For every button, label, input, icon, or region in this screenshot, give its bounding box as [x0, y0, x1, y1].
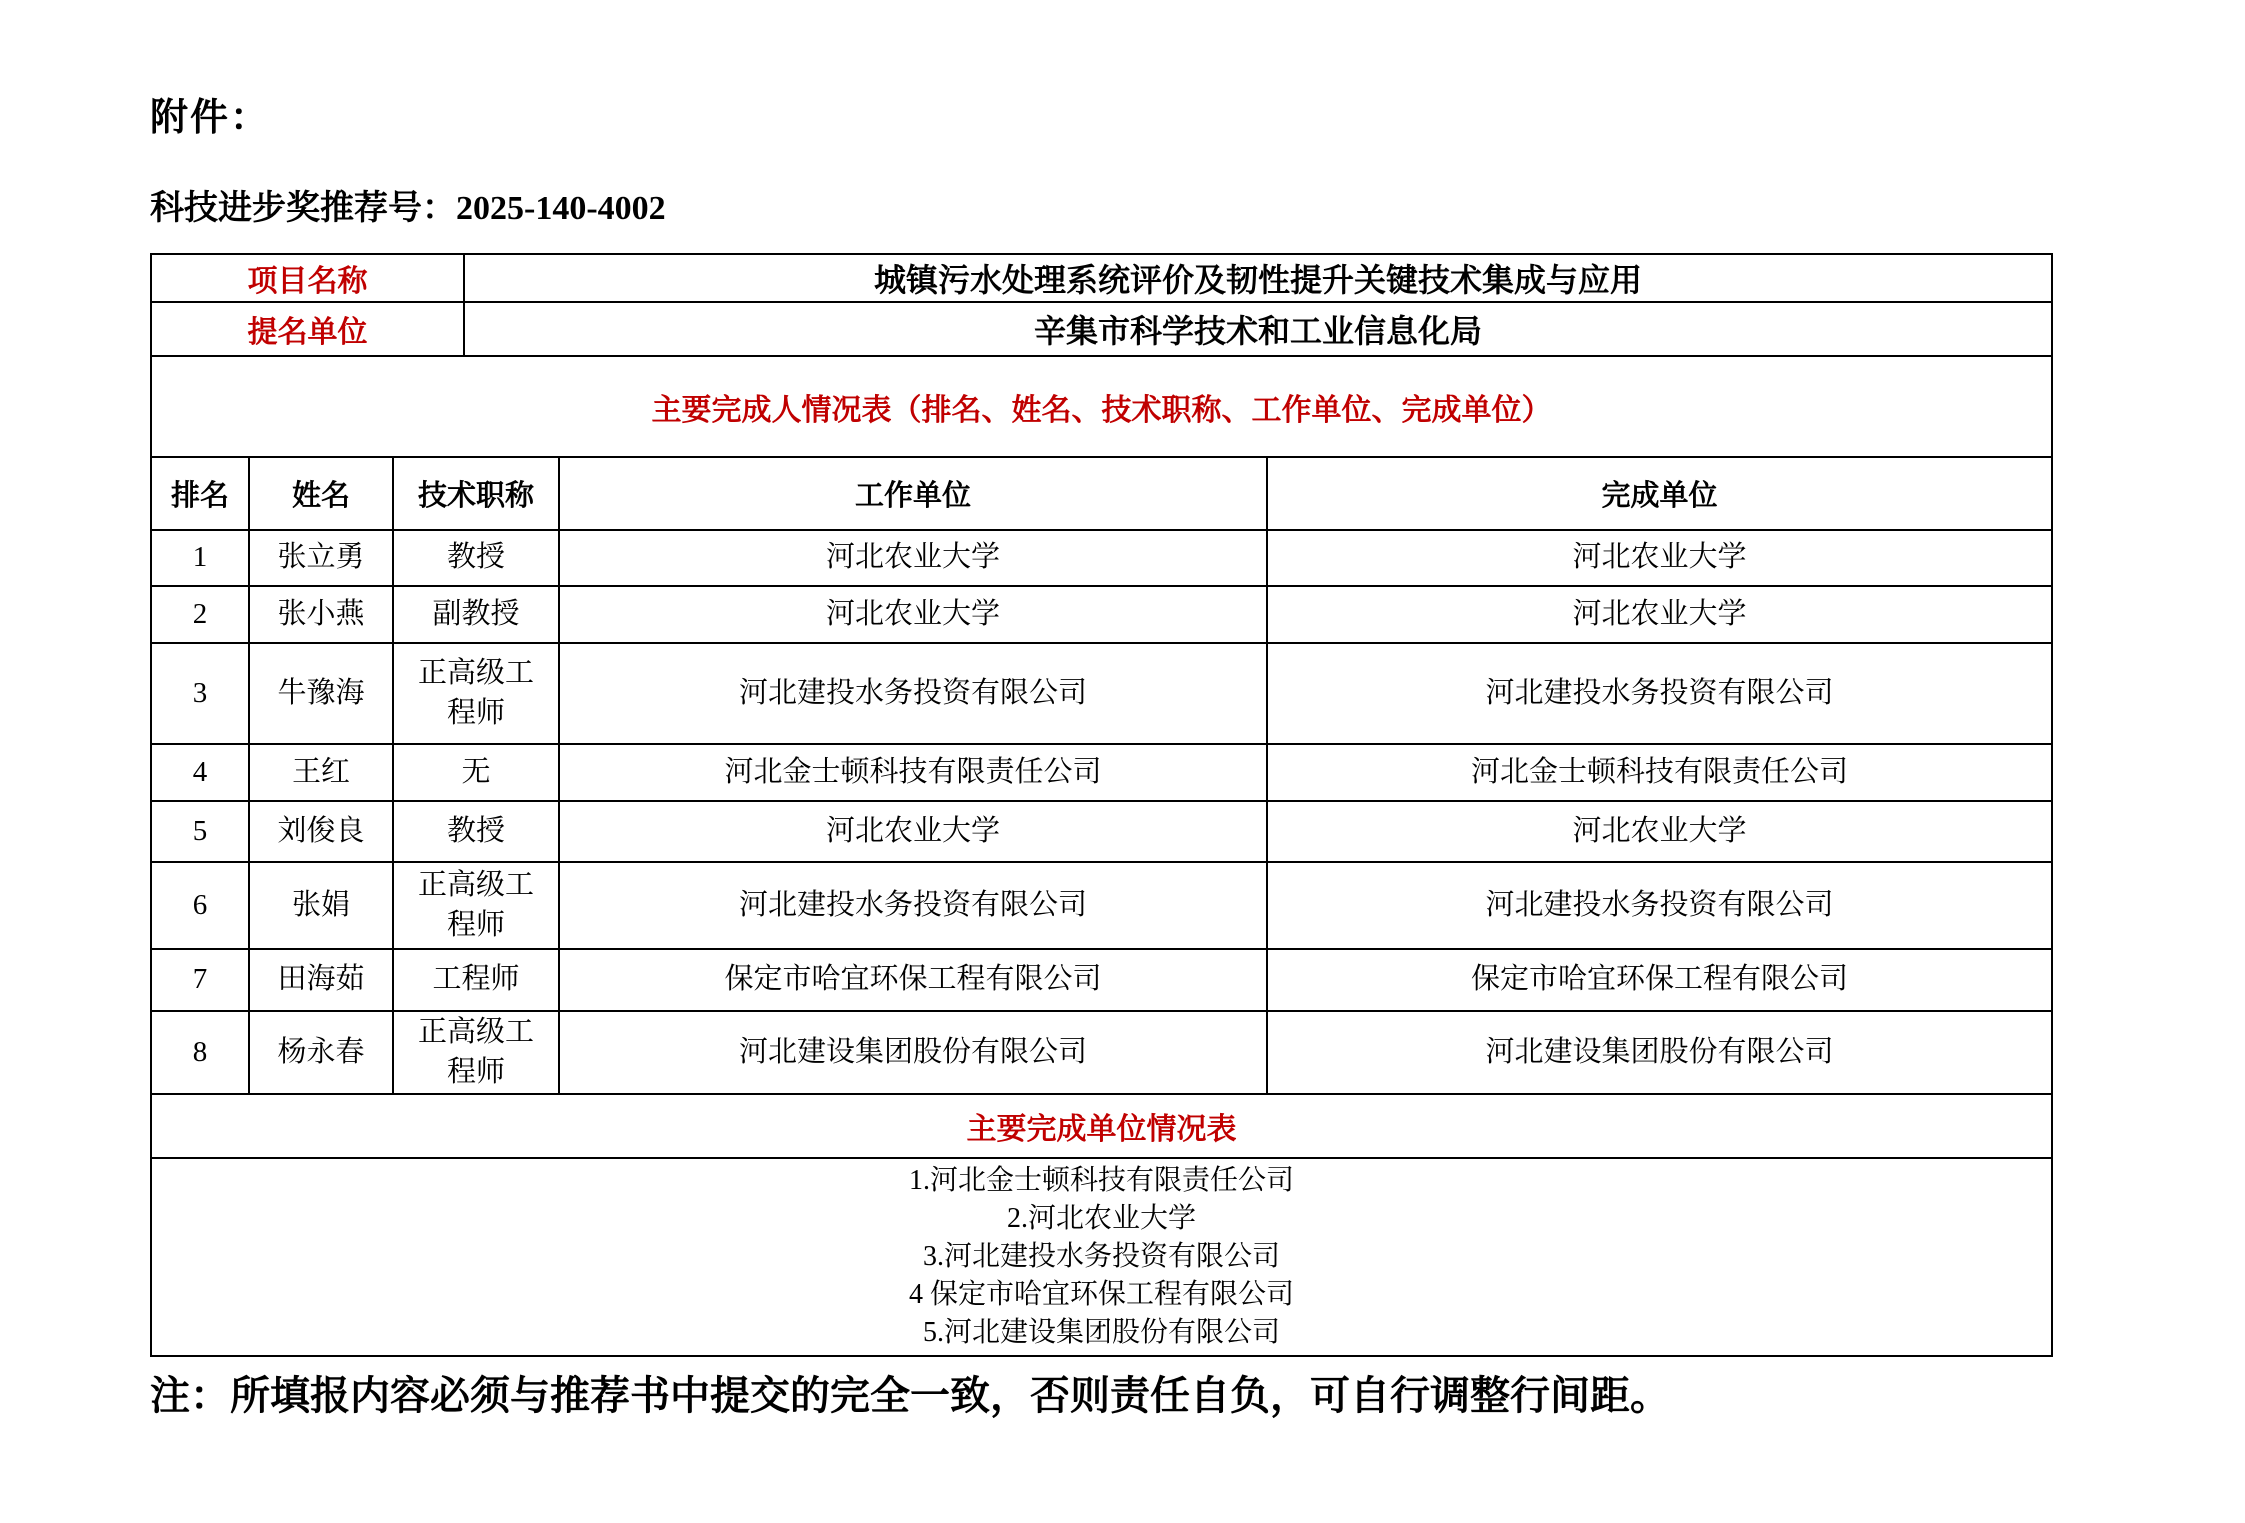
job-title-cell: 无: [393, 744, 559, 801]
completer-row: [151, 949, 2052, 1011]
completion-unit-cell: 河北建投水务投资有限公司: [1267, 643, 2052, 744]
units-title-row: [151, 1094, 2052, 1158]
completion-unit-cell: 河北农业大学: [1267, 586, 2052, 643]
attachment-heading: 附件：: [150, 97, 271, 139]
award-table: [150, 253, 2053, 1357]
job-title-cell: 正高级工程师: [393, 643, 559, 744]
rank-cell: 3: [151, 643, 249, 744]
rank-cell: 5: [151, 801, 249, 862]
units-list: [151, 1158, 2052, 1356]
column-header-rank: 排名: [151, 457, 249, 530]
job-title-cell: 正高级工程师: [393, 1011, 559, 1094]
completion-unit-cell: 河北建设集团股份有限公司: [1267, 1011, 2052, 1094]
unit-list-item: 2.河北农业大学: [1007, 1203, 1197, 1234]
completion-unit-cell: 保定市哈宜环保工程有限公司: [1267, 949, 2052, 1011]
unit-list-item: 3.河北建投水务投资有限公司: [923, 1241, 1281, 1272]
name-cell: 王红: [249, 744, 393, 801]
name-cell: 杨永春: [249, 1011, 393, 1094]
name-cell: 牛豫海: [249, 643, 393, 744]
project-name-row: [151, 254, 2052, 302]
nominator-label: 提名单位: [151, 302, 464, 356]
job-title-cell: 教授: [393, 801, 559, 862]
completers-title-row: [151, 356, 2052, 457]
name-cell: 田海茹: [249, 949, 393, 1011]
completer-row: [151, 1011, 2052, 1094]
completer-row: [151, 862, 2052, 949]
rank-cell: 8: [151, 1011, 249, 1094]
unit-list-item: 5.河北建设集团股份有限公司: [923, 1317, 1281, 1348]
job-title-cell: 副教授: [393, 586, 559, 643]
nominator-value: 辛集市科学技术和工业信息化局: [464, 302, 2052, 356]
award-table-bottom: [151, 1094, 2052, 1356]
completers-header-row: [151, 457, 2052, 530]
work-unit-cell: 河北金士顿科技有限责任公司: [559, 744, 1267, 801]
work-unit-cell: 河北建投水务投资有限公司: [559, 862, 1267, 949]
nominator-row: [151, 302, 2052, 356]
work-unit-cell: 河北农业大学: [559, 530, 1267, 586]
work-unit-cell: 河北建设集团股份有限公司: [559, 1011, 1267, 1094]
column-header-name: 姓名: [249, 457, 393, 530]
column-header-work-unit: 工作单位: [559, 457, 1267, 530]
unit-list-item: 4 保定市哈宜环保工程有限公司: [909, 1279, 1295, 1310]
unit-list-item: 1.河北金士顿科技有限责任公司: [909, 1165, 1295, 1196]
name-cell: 张娟: [249, 862, 393, 949]
recommendation-label: 科技进步奖推荐号：: [150, 190, 456, 227]
completer-row: [151, 643, 2052, 744]
completer-row: [151, 801, 2052, 862]
award-table-top: [151, 254, 2052, 530]
name-cell: 张立勇: [249, 530, 393, 586]
work-unit-cell: 保定市哈宜环保工程有限公司: [559, 949, 1267, 1011]
recommendation-line: [150, 180, 666, 229]
job-title-cell: 教授: [393, 530, 559, 586]
completers-rows: [151, 530, 2052, 1094]
completer-row: [151, 744, 2052, 801]
column-header-completion-unit: 完成单位: [1267, 457, 2052, 530]
work-unit-cell: 河北建投水务投资有限公司: [559, 643, 1267, 744]
completer-row: [151, 586, 2052, 643]
footer-note: 注：所填报内容必须与推荐书中提交的完全一致，否则责任自负，可自行调整行间距。: [150, 1373, 1670, 1418]
completion-unit-cell: 河北农业大学: [1267, 801, 2052, 862]
name-cell: 刘俊良: [249, 801, 393, 862]
project-name-label: 项目名称: [151, 254, 464, 302]
rank-cell: 2: [151, 586, 249, 643]
rank-cell: 4: [151, 744, 249, 801]
name-cell: 张小燕: [249, 586, 393, 643]
job-title-cell: 正高级工程师: [393, 862, 559, 949]
work-unit-cell: 河北农业大学: [559, 586, 1267, 643]
completer-row: [151, 530, 2052, 586]
rank-cell: 6: [151, 862, 249, 949]
recommendation-number: 2025-140-4002: [456, 190, 666, 227]
rank-cell: 1: [151, 530, 249, 586]
completers-table-title: 主要完成人情况表（排名、姓名、技术职称、工作单位、完成单位）: [151, 356, 2052, 457]
units-table-title: 主要完成单位情况表: [151, 1094, 2052, 1158]
completion-unit-cell: 河北金士顿科技有限责任公司: [1267, 744, 2052, 801]
units-list-row: [151, 1158, 2052, 1356]
job-title-cell: 工程师: [393, 949, 559, 1011]
project-name-value: 城镇污水处理系统评价及韧性提升关键技术集成与应用: [464, 254, 2052, 302]
completion-unit-cell: 河北建投水务投资有限公司: [1267, 862, 2052, 949]
work-unit-cell: 河北农业大学: [559, 801, 1267, 862]
column-header-job-title: 技术职称: [393, 457, 559, 530]
completion-unit-cell: 河北农业大学: [1267, 530, 2052, 586]
rank-cell: 7: [151, 949, 249, 1011]
